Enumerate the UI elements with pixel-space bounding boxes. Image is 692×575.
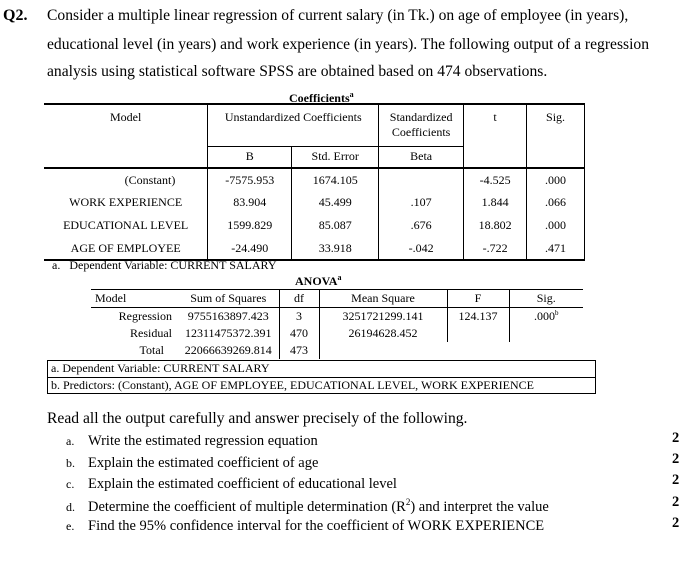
anova-header-ss: Sum of Squares [178, 290, 279, 308]
row-name: EDUCATIONAL LEVEL [44, 214, 208, 237]
table-row [44, 168, 585, 191]
anova-cell-sig: .000$^b$ [534, 309, 559, 323]
anova-row-name: Total [139, 343, 164, 357]
anova-cell-f [447, 325, 509, 342]
header-standardized: Standardized Coefficients [379, 104, 464, 146]
marks-value: 2 [672, 515, 680, 531]
header-model: Model [44, 104, 208, 146]
question-text-line-1: Consider a multiple linear regression of current salary (in Tk.) on age of employee (in years), [47, 7, 629, 24]
list-item: a. Write the estimated regression equation [66, 433, 318, 449]
row-name: (Constant) [44, 168, 208, 191]
cell-sig: .000 [527, 214, 585, 237]
anova-cell-df: 470 [279, 325, 319, 342]
anova-footnote-b: b. Predictors: (Constant), AGE OF EMPLOYEE, EDUCATIONAL LEVEL, WORK EXPERIENCE [47, 377, 596, 394]
list-item: d. Determine the coefficient of multiple determination $(R^2)$ and interpret the value [66, 497, 549, 515]
cell-beta [379, 168, 464, 191]
header-t: t [464, 104, 527, 146]
table-row [91, 325, 583, 342]
anova-footnote-a: a. Dependent Variable: CURRENT SALARY [47, 360, 596, 377]
row-name: WORK EXPERIENCE [44, 191, 208, 214]
instructions-intro: Read all the output carefully and answer precisely of the following. [47, 410, 468, 427]
anova-row-name: Regression [118, 309, 172, 323]
anova-cell-f: 124.137 [447, 308, 509, 326]
row-name: AGE OF EMPLOYEE [44, 237, 208, 260]
header-sig: Sig. [527, 104, 585, 146]
list-item: b. Explain the estimated coefficient of age [66, 455, 319, 471]
cell-t: 1.844 [464, 191, 527, 214]
table-row [91, 342, 583, 359]
anova-cell-sig [509, 325, 583, 342]
anova-cell-ss: 22066639269.814 [178, 342, 279, 359]
coefficients-title: Coefficients$^a$ [289, 90, 354, 105]
header-std-error: Std. Error [292, 146, 379, 168]
cell-b: -24.490 [208, 237, 292, 260]
header-unstandardized: Unstandardized Coefficients [208, 104, 379, 146]
marks-value: 2 [672, 494, 680, 510]
anova-cell-ms: 26194628.452 [319, 325, 447, 342]
cell-beta: .676 [379, 214, 464, 237]
header-empty [44, 146, 208, 168]
cell-t: 18.802 [464, 214, 527, 237]
cell-b: -7575.953 [208, 168, 292, 191]
coefficients-footnote: a. Dependent Variable: CURRENT SALARY [52, 258, 277, 272]
table-row [44, 191, 585, 214]
list-item: e. Find the 95% confidence interval for the coefficient of WORK EXPERIENCE [66, 518, 545, 534]
cell-b: 83.904 [208, 191, 292, 214]
anova-cell-sig [509, 342, 583, 359]
table-row [91, 308, 583, 326]
marks-value: 2 [672, 451, 680, 467]
cell-se: 33.918 [292, 237, 379, 260]
cell-beta: -.042 [379, 237, 464, 260]
cell-beta: .107 [379, 191, 464, 214]
anova-header-row [91, 290, 583, 308]
anova-cell-ss: 9755163897.423 [178, 308, 279, 326]
anova-header-f: F [447, 290, 509, 308]
anova-cell-ss: 12311475372.391 [178, 325, 279, 342]
cell-sig: .000 [527, 168, 585, 191]
cell-t: -4.525 [464, 168, 527, 191]
coefficients-table [44, 103, 585, 261]
anova-title: ANOVA$^a$ [295, 273, 342, 288]
question-text-line-2: educational level (in years) and work experience (in years). The following output of a regression [47, 36, 650, 53]
cell-se: 1674.105 [292, 168, 379, 191]
anova-cell-f [447, 342, 509, 359]
marks-value: 2 [672, 472, 680, 488]
anova-header-df: df [279, 290, 319, 308]
anova-cell-ms [319, 342, 447, 359]
table-row [44, 214, 585, 237]
anova-header-ms: Mean Square [319, 290, 447, 308]
marks-value: 2 [672, 430, 680, 446]
anova-header-sig: Sig. [509, 290, 583, 308]
cell-se: 85.087 [292, 214, 379, 237]
cell-t: -.722 [464, 237, 527, 260]
question-text-line-3: analysis using statistical software SPSS are obtained based on 474 observations. [47, 63, 548, 80]
anova-cell-ms: 3251721299.141 [319, 308, 447, 326]
question-number: Q2. [3, 7, 28, 24]
anova-row-name: Residual [130, 326, 172, 340]
header-beta: Beta [379, 146, 464, 168]
cell-sig: .066 [527, 191, 585, 214]
list-item: c. Explain the estimated coefficient of educational level [66, 476, 397, 492]
cell-se: 45.499 [292, 191, 379, 214]
header-b: B [208, 146, 292, 168]
anova-header-model: Model [91, 290, 178, 308]
table-row [44, 237, 585, 260]
anova-cell-df: 3 [279, 308, 319, 326]
anova-table [91, 289, 583, 359]
anova-cell-df: 473 [279, 342, 319, 359]
cell-sig: .471 [527, 237, 585, 260]
cell-b: 1599.829 [208, 214, 292, 237]
